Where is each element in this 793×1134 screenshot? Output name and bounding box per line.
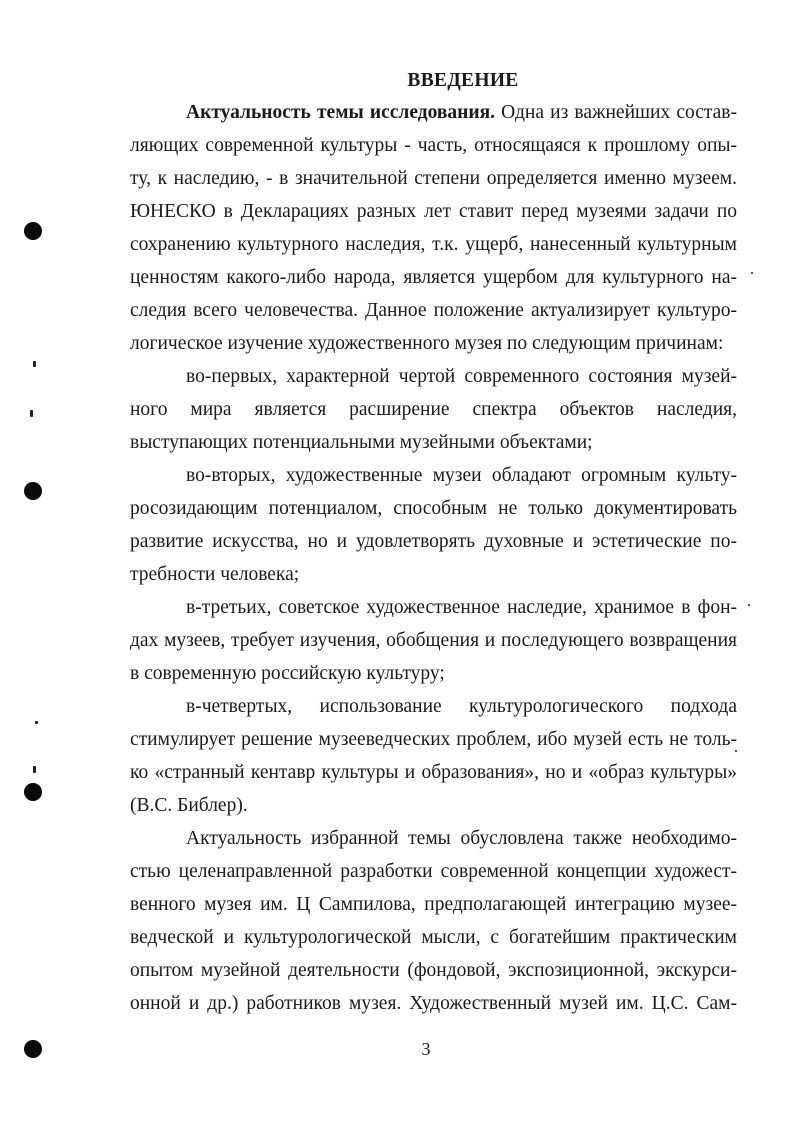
- text-line: следия всего человечества. Данное положение актуализирует культуро-: [130, 300, 737, 321]
- text-line: ту, к наследию, - в значительной степени определяется именно музеем.: [130, 168, 737, 189]
- scan-speck: [33, 766, 36, 773]
- text-line: ценностям какого-либо народа, является ущербом для культурного на-: [130, 267, 737, 288]
- scan-speck: [35, 721, 38, 724]
- page-title: ВВЕДЕНИЕ: [407, 70, 519, 91]
- text-line: ного мира является расширение спектра объектов наследия,: [130, 399, 737, 420]
- text-line: развитие искусства, но и удовлетворять духовные и эстетические по-: [130, 531, 737, 552]
- text-line: логическое изучение художественного музея по следующим причинам:: [130, 333, 724, 354]
- punch-hole: [24, 482, 42, 500]
- text-line: росозидающим потенциалом, способным не только документировать: [130, 498, 737, 519]
- text-line: стимулирует решение музееведческих проблем, ибо музей есть не толь-: [130, 729, 737, 750]
- scan-speck: [33, 361, 36, 367]
- scan-speck: [735, 750, 737, 752]
- scan-speck: [751, 272, 753, 274]
- text-line: в современную российскую культуру;: [130, 663, 445, 684]
- text-line: [186, 103, 737, 123]
- scan-speck: [30, 410, 33, 417]
- text-line: выступающих потенциальными музейными объектами;: [130, 432, 593, 453]
- text-line: во-вторых, художественные музеи обладают огромным культу-: [186, 465, 737, 486]
- text-line: в-четвертых, использование культурологического подхода: [186, 696, 737, 717]
- text-line: ЮНЕСКО в Декларациях разных лет ставит перед музеями задачи по: [130, 201, 737, 222]
- text-line: ляющих современной культуры - часть, относящаяся к прошлому опы-: [130, 135, 737, 156]
- punch-hole: [24, 1040, 42, 1058]
- text-line: опытом музейной деятельности (фондовой, экспозиционной, экскурси-: [130, 960, 737, 981]
- text-line: дах музеев, требует изучения, обобщения и последующего возвращения: [130, 630, 737, 651]
- punch-hole: [24, 222, 42, 240]
- text-line: в-третьих, советское художественное наследие, хранимое в фон-: [186, 597, 737, 618]
- text-line: Актуальность избранной темы обусловлена также необходимо-: [186, 828, 737, 849]
- lead-line-rest: Одна из важнейших состав-: [495, 102, 737, 123]
- page-number: 3: [421, 1039, 431, 1059]
- text-line: (B.C. Библер).: [130, 795, 248, 816]
- punch-hole: [24, 783, 42, 801]
- lead-bold-phrase: Актуальность темы исследования.: [186, 102, 496, 123]
- text-line: стью целенаправленной разработки современной концепции художест-: [130, 861, 737, 882]
- text-line: венного музея им. Ц Сампилова, предполагающей интеграцию музее-: [130, 894, 737, 915]
- scan-speck: [748, 604, 750, 606]
- text-line: ко «странный кентавр культуры и образования», но и «образ культуры»: [130, 762, 737, 783]
- text-line: онной и др.) работников музея. Художественный музей им. Ц.С. Сам-: [130, 993, 737, 1014]
- text-line: ведческой и культурологической мысли, с богатейшим практическим: [130, 927, 737, 948]
- text-line: требности человека;: [130, 564, 300, 585]
- text-line: во-первых, характерной чертой современного состояния музей-: [186, 366, 737, 387]
- text-line: сохранению культурного наследия, т.к. ущерб, нанесенный культурным: [130, 234, 737, 255]
